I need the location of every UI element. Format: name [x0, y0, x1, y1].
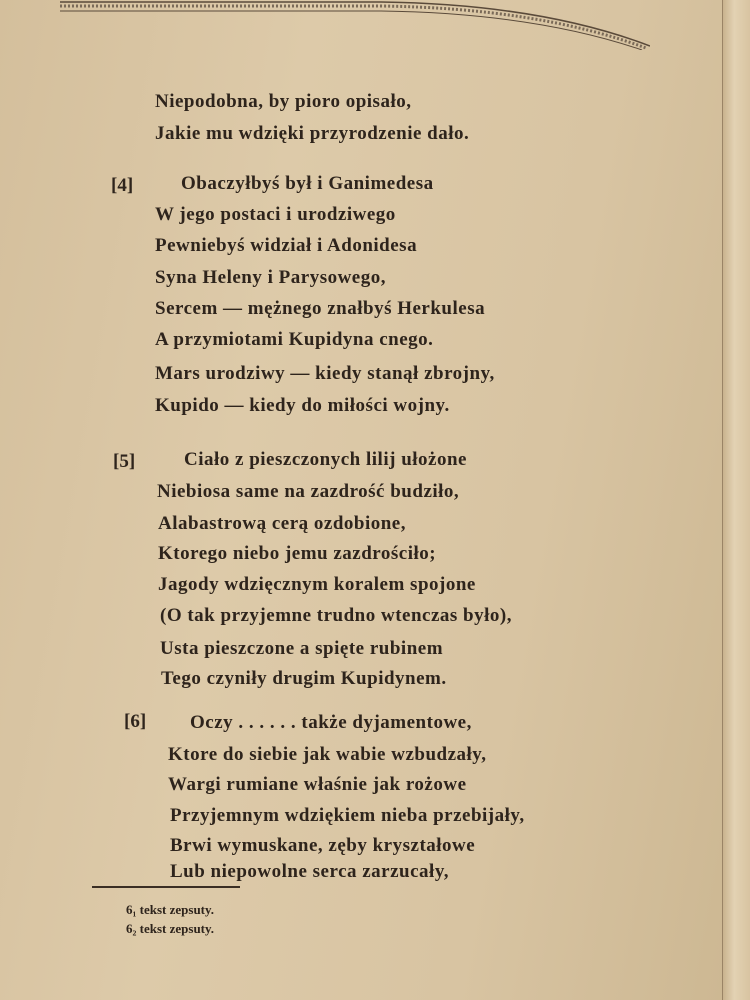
poem-line: Niebiosa same na zazdrość budziło,: [157, 481, 460, 502]
footnote-divider: [92, 886, 240, 888]
decorative-top-border: [60, 0, 650, 50]
poem-line: Syna Heleny i Parysowego,: [155, 267, 386, 288]
stanza-number: [4]: [111, 175, 134, 196]
poem-line: A przymiotami Kupidyna cnego.: [155, 329, 434, 350]
poem-line: W jego postaci i urodziwego: [155, 204, 396, 225]
poem-line: Jagody wdzięcznym koralem spojone: [158, 574, 476, 595]
poem-line: Wargi rumiane właśnie jak rożowe: [168, 774, 467, 795]
poem-line: Przyjemnym wdziękiem nieba przebijały,: [170, 805, 525, 826]
poem-line: Ciało z pieszczonych lilij ułożone: [184, 449, 467, 470]
stanza-number: [6]: [124, 711, 147, 732]
poem-line: Kupido — kiedy do miłości wojny.: [155, 395, 450, 416]
poem-line: Mars urodziwy — kiedy stanął zbrojny,: [155, 363, 495, 384]
poem-line: Obaczyłbyś był i Ganimedesa: [181, 173, 434, 194]
poem-line: Oczy . . . . . . także dyjamentowe,: [190, 712, 472, 733]
poem-line: Lub niepowolne serca zarzucały,: [170, 861, 450, 882]
stanza-number: [5]: [113, 451, 136, 472]
poem-line: Tego czyniły drugim Kupidynem.: [161, 668, 447, 689]
poem-line: Jakie mu wdzięki przyrodzenie dało.: [155, 123, 470, 144]
footnote: 6₁ tekst zepsuty.: [126, 902, 215, 917]
poem-line: Sercem — mężnego znałbyś Herkulesa: [155, 298, 486, 319]
poem-line: Ktore do siebie jak wabie wzbudzały,: [168, 744, 487, 765]
poem-line: Niepodobna, by pioro opisało,: [155, 91, 412, 112]
poem-line: Brwi wymuskane, zęby kryształowe: [170, 835, 476, 856]
footnote: 6₂ tekst zepsuty.: [126, 921, 215, 936]
poem-line: Alabastrową cerą ozdobione,: [158, 513, 406, 534]
poem-line: (O tak przyjemne trudno wtenczas było),: [160, 605, 512, 626]
poem-line: Pewniebyś widział i Adonidesa: [155, 235, 418, 256]
poem-line: Ktorego niebo jemu zazdrościło;: [158, 543, 437, 564]
page-edge: [722, 0, 750, 1000]
poem-line: Usta pieszczone a spięte rubinem: [160, 638, 444, 659]
